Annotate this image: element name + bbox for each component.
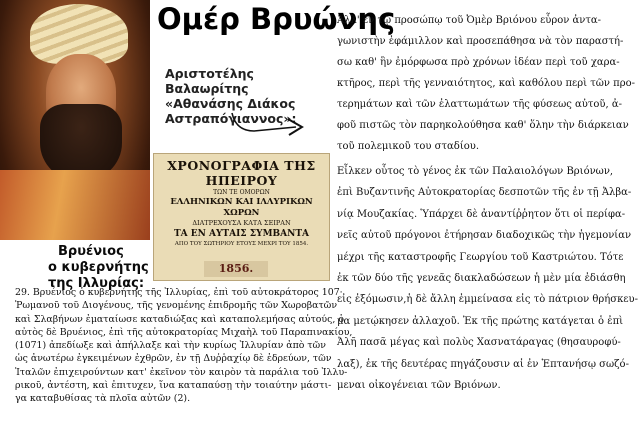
- text-line: τερημάτων καὶ τῶν ἐλαττωμάτων τῆς φύσεως αὐτοῦ, ἀ-: [337, 99, 622, 110]
- book-cover-line: ΤΩΝ ΤΕ ΟΜΟΡΩΝ: [213, 189, 270, 196]
- book-cover: [153, 153, 330, 281]
- text-line: νεῖς αὐτοῦ πρόγονοι ἐτήρησαν διαδοχικῶς τὴν ἡγεμονίαν: [337, 230, 632, 242]
- author-name: Αριστοτέλης Βαλαωρίτης: [165, 66, 254, 96]
- book-cover-line: ΤΑ ΕΝ ΑΥΤΑΙΣ ΣΥΜΒΑΝΤΑ: [173, 229, 310, 239]
- book-cover-title: ΧΡΟΝΟΓΡΑΦΙΑ ΤΗΣ ΗΠΕΙΡΟΥ: [167, 158, 316, 188]
- text-line: μα μετῴκησεν ἀλλαχοῦ. Ἐκ τῆς πρώτης κατάγεται ὁ ἐπὶ: [337, 315, 624, 327]
- book-cover-year: 1856.: [204, 261, 268, 277]
- book-cover-line: ΑΠΟ ΤΟΥ ΣΩΤΗΡΙΟΥ ΕΤΟΥΣ ΜΕΧΡΙ ΤΟΥ 1854.: [174, 241, 309, 247]
- text-line: φοῦ πιστῶς τὸν παρηκολούθησα καθ' ὅλην τὴν διάρκειαν: [337, 120, 629, 131]
- portrait-painting: [0, 0, 150, 238]
- footnote-text: [15, 286, 353, 406]
- text-line: γωνιστὴν ἐφάμιλλον καὶ προσεπάθησα νὰ τὸν παραστή-: [337, 36, 624, 47]
- page-title: Ομέρ Βρυώνης: [157, 2, 396, 36]
- text-line: μέχρι τῆς καταστροφῆς Γεωργίου τοῦ Καστριώτου. Τότε: [337, 251, 624, 263]
- arrow-right-icon: [230, 111, 308, 139]
- text-line: εἰς ἐξόμωσιν,ἡ δὲ ἄλλη ἐμμείνασα εἰς τὸ πάτριον θρήσκευ-: [337, 294, 638, 306]
- paragraph-2: [337, 161, 637, 396]
- book-cover-line: ΕΛΛΗΝΙΚΩΝ ΚΑΙ ΙΛΛΥΡΙΚΩΝ ΧΩΡΩΝ: [170, 197, 313, 218]
- caption-name: Βρυένιος: [58, 244, 124, 259]
- text-line: σω καθ' ἣν ἐμόρφωσα πρὸ χρόνων ἰδέαν περὶ τοῦ χαρα-: [337, 57, 620, 68]
- text-line: νίᾳ Μουζακίας. Ὑπάρχει δὲ ἀναντίῤῥητον ὅτι οἱ περίφα-: [337, 208, 626, 220]
- caption: [48, 244, 168, 292]
- work-title-line2: Αστραπόγιαννος»:: [165, 111, 297, 126]
- work-title-line1: «Αθανάσης Διάκος: [165, 96, 296, 111]
- footnote-line: ὡς ἀνωτέρω ἐγκειμένων ἐχθρῶν, ἐν τῇ Δυῤῥαχίῳ δὲ ἑδρεύων, τῶν: [15, 353, 332, 365]
- text-line: Ἀλλ' ἐν τῷ προσώπῳ τοῦ Ὀμὲρ Βριόνου εὗρον ἀντα-: [337, 15, 602, 26]
- footnote-line: Ῥωμανοῦ τοῦ Διογένους, τῆς γενομένης ἐπιδρομῆς τῶν Χωροβατῶν: [15, 300, 338, 312]
- book-cover-line: ΔΙΑΤΡΕΧΟΥΣΑ ΚΑΤΑ ΣΕΙΡΑΝ: [192, 219, 291, 227]
- text-line: Εἶλκεν οὗτος τὸ γένος ἐκ τῶν Παλαιολόγων Βριόνων,: [337, 166, 614, 177]
- text-line: Ἀλῆ πασᾶ μέγας καὶ πολὺς Χασνατάραγας (θησαυροφύ-: [337, 337, 621, 349]
- footnote-line: ρικοῦ, ἀντέστη, καὶ ἐπιτυχεν, ἵνα καταπαύσῃ τὴν τοιαύτην μάστι-: [15, 380, 332, 392]
- text-line: ἐκ τῶν δύο τῆς γενεᾶς διακλαδώσεων ἡ μὲν μία ἐδιάσθη: [337, 272, 626, 284]
- footnote-line: αὐτὸς δὲ Βρυένιος, ἐπὶ τῆς αὐτοκρατορίας Μιχαὴλ τοῦ Παραπινακίου,: [15, 326, 353, 338]
- footnote-line: γα καταβυθίσας τὰ πλοῖα αὐτῶν (2).: [15, 393, 191, 405]
- footnote-line: καὶ Σλαβήνων ἐματαίωσε καταδιώξας καὶ καταπολεμήσας αὐτούς, ὁ: [15, 313, 344, 325]
- text-line: κτῆρος, περὶ τῆς γενναιότητος, καὶ καθόλου περὶ τῶν προ-: [337, 78, 635, 89]
- text-line: μεναι οἰκογένειαι τῶν Βριόνων.: [337, 379, 501, 391]
- footnote-line: Ἰταλῶν ἐπιχειρούντων κατ' ἐκεῖνον τὸν καιρὸν τὰ παράλια τοῦ Ἰλλυ-: [15, 366, 348, 378]
- caption-subtitle: ο κυβερνήτης της Ιλλυρίας:: [48, 260, 149, 291]
- cloak-shape: [0, 170, 150, 240]
- main-text-column: [337, 10, 637, 396]
- text-line: τοῦ πολεμικοῦ του σταδίου.: [337, 141, 480, 152]
- text-line: ἐπὶ Βυζαντινῆς Αὐτοκρατορίας δεσποτῶν τῆς ἐν τῇ Ἀλβα-: [337, 187, 632, 199]
- footnote-line: (1071) ἀπεδίωξε καὶ ἀπήλλαξε καὶ τὴν κυρίως Ἰλλυρίαν ἀπὸ τῶν: [15, 340, 326, 352]
- text-line: λαξ), ἐκ τῆς δευτέρας πηγάζουσιν αἱ ἐν Ἑπτανήσῳ σωζό-: [337, 358, 629, 370]
- paragraph-1: [337, 10, 637, 157]
- footnote-line: 29. Βρυένιος ὁ κυβερνήτης τῆς Ἰλλυρίας, ἐπὶ τοῦ αὐτοκράτορος 107·: [15, 287, 343, 298]
